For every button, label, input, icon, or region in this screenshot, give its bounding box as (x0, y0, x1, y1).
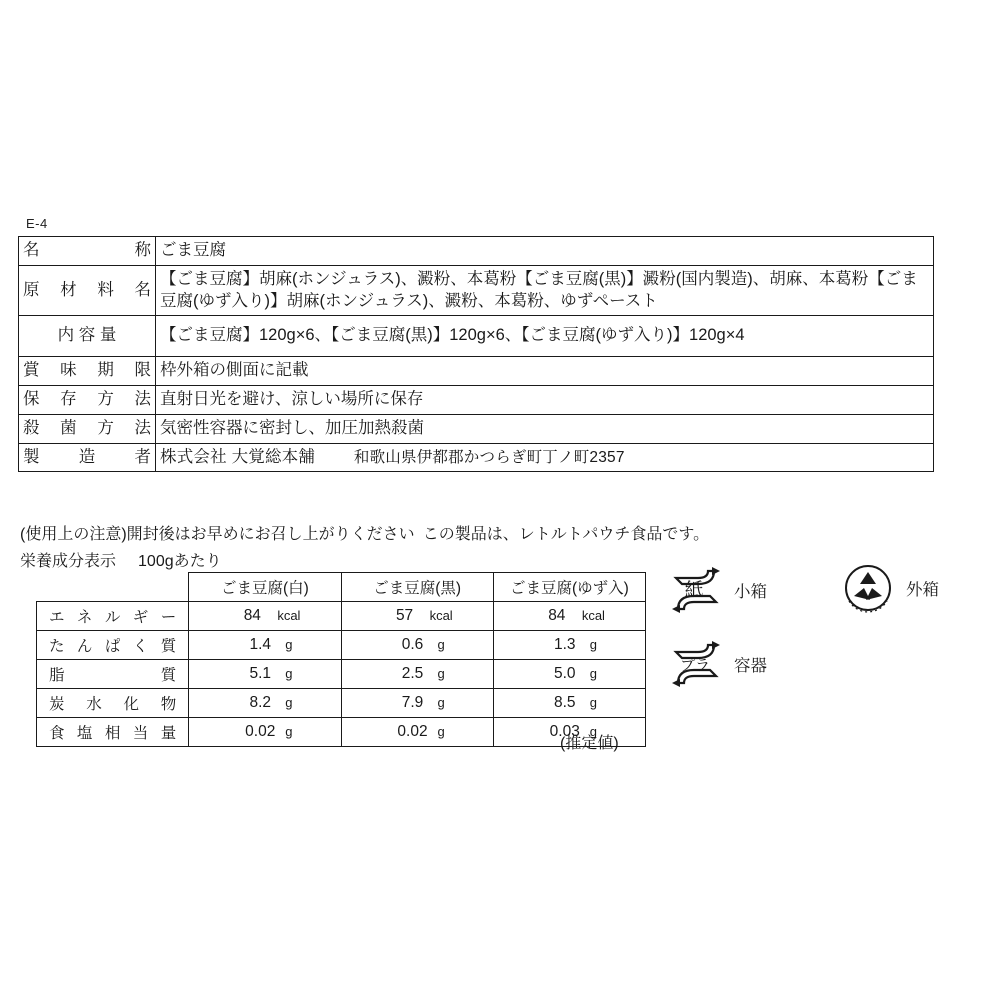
nutrition-table (36, 572, 646, 747)
plastic-mark-caption: 容器 (734, 657, 767, 675)
nutrition-corner-cell (37, 573, 189, 602)
nutrition-cell (341, 689, 493, 718)
unit: g (437, 666, 445, 681)
table-row (19, 443, 934, 472)
plastic-recycle-icon (668, 638, 724, 690)
table-row (19, 414, 934, 443)
nutrition-heading-label: 栄養成分表示 (20, 553, 117, 570)
product-info-table (18, 236, 934, 472)
unit: g (589, 695, 597, 710)
unit: kcal (277, 608, 301, 623)
nutrition-header-row (37, 573, 646, 602)
row-header-contents: 内 容 量 (19, 316, 156, 357)
row-header-name: 名 称 (19, 237, 156, 266)
table-row (19, 316, 934, 357)
usage-note-text1: 開封後はお早めにお召し上がりください (126, 526, 415, 543)
row-value-contents: 【ごま豆腐】120g×6、【ごま豆腐(黒)】120g×6、【ごま豆腐(ゆず入り)】120g×4 (156, 316, 934, 357)
nutrition-row-label-salt: 食塩相当量 (37, 718, 189, 747)
unit: g (589, 666, 597, 681)
nutrition-cell (189, 660, 341, 689)
usage-note (20, 521, 709, 544)
manufacturer-address: 和歌山県伊都郡かつらぎ町丁ノ町2357 (353, 448, 625, 466)
nutrition-footnote: (推定値) (560, 735, 619, 752)
usage-note-caution: (使用上の注意) (20, 526, 127, 543)
nutrition-cell (189, 631, 341, 660)
nutrition-row-label-carbs: 炭水化物 (37, 689, 189, 718)
recycle-mark-box (840, 562, 939, 614)
nutrition-cell (189, 602, 341, 631)
value: 5.1 (249, 665, 272, 682)
unit: g (285, 666, 293, 681)
paper-mark-glyph: 紙 (684, 579, 704, 601)
value: 0.03 (549, 723, 580, 740)
nutrition-heading (20, 548, 222, 571)
value: 1.3 (553, 636, 576, 653)
row-value-storage: 直射日光を避け、涼しい場所に保存 (156, 386, 934, 415)
row-header-bestbefore: 賞 味 期 限 (19, 357, 156, 386)
nutrition-cell (493, 689, 645, 718)
nutrition-row-label-energy: エネルギー (37, 602, 189, 631)
row-value-ingredients: 【ごま豆腐】胡麻(ホンジュラス)、澱粉、本葛粉【ごま豆腐(黒)】澱粉(国内製造)、胡麻、本葛粉【ごま豆腐(ゆず入り)】胡麻(ホンジュラス)、澱粉、本葛粉、ゆずペースト (156, 265, 934, 316)
nutrition-col-black: ごま豆腐(黒) (341, 573, 493, 602)
recycle-marks-group (668, 560, 988, 720)
table-row (37, 689, 646, 718)
manufacturer-name: 株式会社 大覚総本舗 (160, 447, 316, 466)
plastic-mark-glyph: プラ (679, 656, 711, 674)
unit: kcal (429, 608, 453, 623)
table-row (19, 386, 934, 415)
unit: g (285, 724, 293, 739)
unit: g (437, 724, 445, 739)
value: 1.4 (249, 636, 272, 653)
value: 7.9 (401, 694, 424, 711)
nutrition-cell (189, 689, 341, 718)
unit: kcal (581, 608, 605, 623)
nutrition-cell (493, 631, 645, 660)
value: 57 (395, 607, 414, 624)
unit: g (285, 637, 293, 652)
table-row (37, 660, 646, 689)
nutrition-cell (341, 631, 493, 660)
paper-recycle-icon (668, 564, 724, 616)
nutrition-col-yuzu: ごま豆腐(ゆず入) (493, 573, 645, 602)
table-row (19, 265, 934, 316)
nutrition-per-amount: 100gあたり (138, 553, 222, 570)
recycle-mark-paper (668, 564, 767, 616)
table-row (19, 237, 934, 266)
nutrition-cell (493, 660, 645, 689)
unit: g (437, 695, 445, 710)
table-row (19, 357, 934, 386)
value: 84 (243, 607, 261, 624)
value: 0.6 (401, 636, 424, 653)
row-value-name: ごま豆腐 (156, 237, 934, 266)
label-code: E-4 (26, 216, 48, 231)
value: 5.0 (553, 665, 576, 682)
nutrition-cell (341, 660, 493, 689)
value: 8.5 (553, 694, 576, 711)
unit: g (589, 724, 597, 739)
value: 8.2 (249, 694, 272, 711)
nutrition-cell (189, 718, 341, 747)
cardboard-recycle-icon (840, 562, 896, 614)
row-header-ingredients: 原 材 料 名 (19, 265, 156, 316)
table-row (37, 602, 646, 631)
value: 0.02 (397, 723, 428, 740)
recycle-mark-plastic (668, 638, 767, 690)
row-header-sterilization: 殺 菌 方 法 (19, 414, 156, 443)
row-header-storage: 保 存 方 法 (19, 386, 156, 415)
nutrition-row-label-protein: たんぱく質 (37, 631, 189, 660)
paper-mark-caption: 小箱 (734, 583, 767, 601)
row-value-manufacturer (156, 443, 934, 472)
value: 0.02 (245, 723, 276, 740)
nutrition-cell (341, 718, 493, 747)
row-value-sterilization: 気密性容器に密封し、加圧加熱殺菌 (156, 414, 934, 443)
unit: g (437, 637, 445, 652)
table-row (37, 718, 646, 747)
unit: g (285, 695, 293, 710)
row-value-bestbefore: 枠外箱の側面に記載 (156, 357, 934, 386)
unit: g (589, 637, 597, 652)
nutrition-cell (493, 602, 645, 631)
usage-note-text2: この製品は、レトルトパウチ食品です。 (422, 526, 710, 543)
value: 2.5 (401, 665, 424, 682)
nutrition-col-white: ごま豆腐(白) (189, 573, 341, 602)
nutrition-cell (341, 602, 493, 631)
value: 84 (548, 607, 566, 624)
box-mark-caption: 外箱 (906, 581, 939, 599)
nutrition-row-label-fat: 脂 質 (37, 660, 189, 689)
table-row (37, 631, 646, 660)
row-header-manufacturer: 製 造 者 (19, 443, 156, 472)
